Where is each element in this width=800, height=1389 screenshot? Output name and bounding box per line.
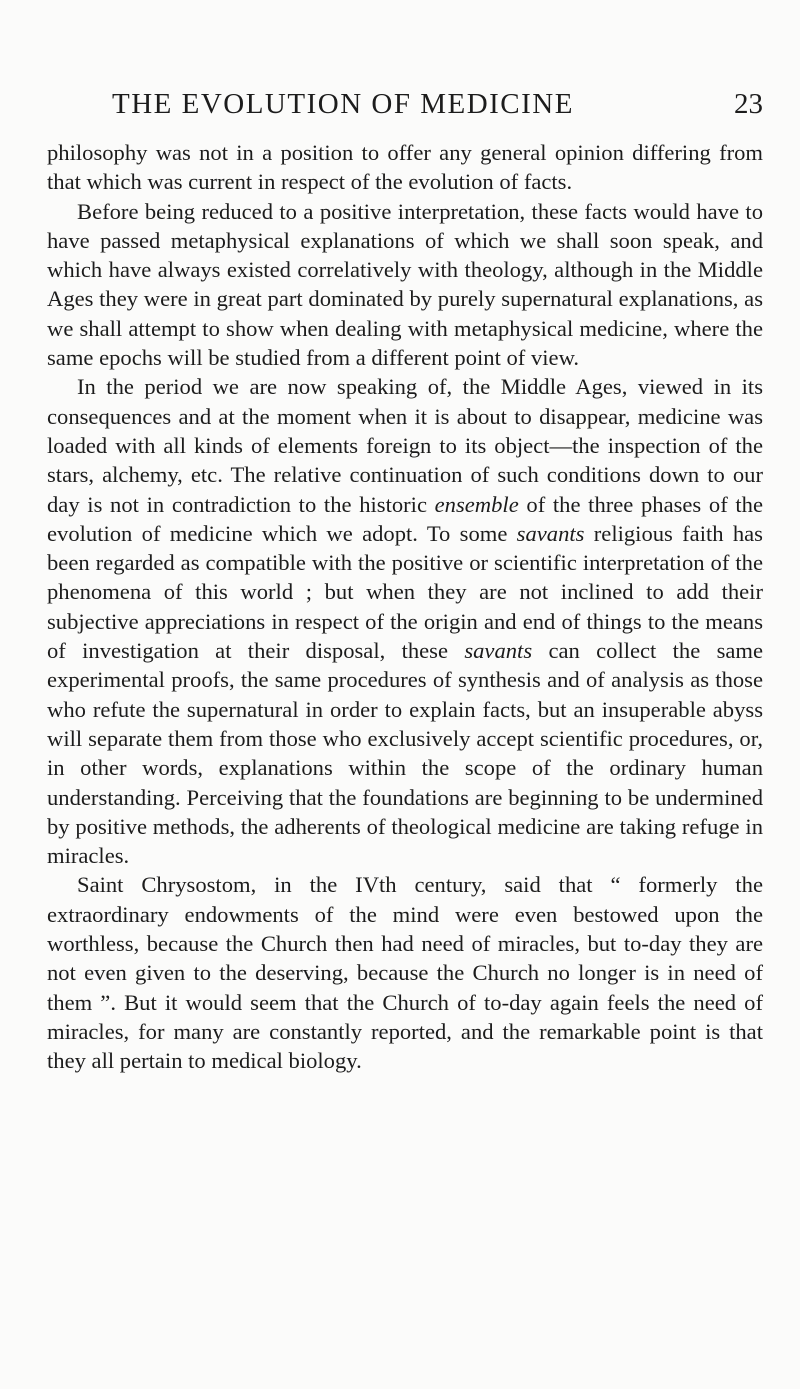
italic-ensemble: ensemble	[434, 491, 519, 517]
paragraph-3-text-a: In the period we are now speaking of, the Middle Ages, viewed in its consequences and at the moment when it is about to disappear, medicine was loaded with all kinds of elements foreign to its object—the inspection of the stars, alchemy, etc. The relative continuation of such conditions down to our day is not in contradiction to the historic	[47, 374, 763, 517]
paragraph-1: philosophy was not in a position to offer any general opinion differing from that which was current in respect of the evolution of facts.	[47, 140, 763, 195]
paragraph-3-text-d: can collect the same experimental proofs, the same procedures of synthesis and of analysis as those who refute the supernatural in order to explain facts, but an insuperable abyss will separate them from those who exclusively accept scientific procedures, or, in other words, explanations within the scope of the ordinary human understanding. Perceiving that the foundations are beginning to be undermined by positive methods, the adherents of theological medicine are taking refuge in miracles.	[47, 638, 763, 869]
paragraph-3-text-b: of the three phases of the evolution of medicine which we adopt. To some	[47, 491, 763, 546]
paragraph-3	[47, 372, 763, 870]
paragraph-4: Saint Chrysostom, in the IVth century, said that “ formerly the extraordinary endowments of the mind were even bestowed upon the worthless, because the Church then had need of miracles, but to-day they are not even given to the deserving, because the Church no longer is in need of them ”. But it would seem that the Church of to-day again feels the need of miracles, for many are constantly reported, and the remarkable point is that they all pertain to medical biology.	[47, 872, 763, 1074]
page-number: 23	[734, 88, 763, 120]
body-text	[47, 138, 763, 1076]
paragraph-2: Before being reduced to a positive interpretation, these facts would have to have passed metaphysical explanations of which we shall soon speak, and which have always existed correlatively with theology, although in the Middle Ages they were in great part dominated by purely supernatural explanations, as we shall attempt to show when dealing with metaphysical medicine, where the same epochs will be studied from a different point of view.	[47, 198, 763, 371]
italic-savants-1: savants	[516, 520, 585, 546]
running-title: THE EVOLUTION OF MEDICINE	[112, 88, 574, 120]
italic-savants-2: savants	[464, 638, 533, 664]
paragraph-3-text-c: religious faith has been regarded as compatible with the positive or scientific interpretation of the phenomena of this world ; but when they are not inclined to add their subjective appreciations in respect of the origin and end of things to the means of investigation at their disposal, these	[47, 520, 763, 664]
book-page	[47, 88, 763, 1076]
running-head	[47, 88, 763, 128]
